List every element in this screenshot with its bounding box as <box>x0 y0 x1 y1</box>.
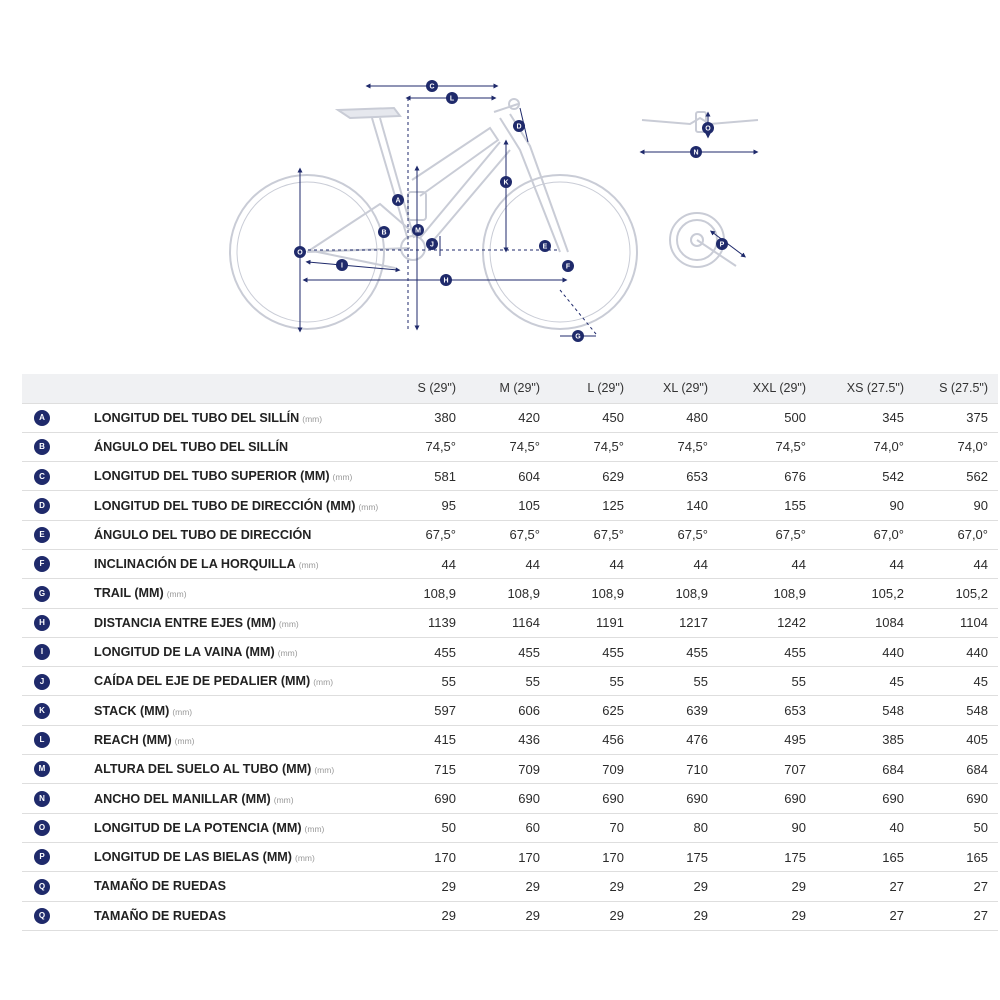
header-size: L (29") <box>587 381 624 396</box>
row-unit: (mm) <box>313 677 334 688</box>
row-value: 44 <box>609 556 624 572</box>
row-label: ANCHO DEL MANILLAR (MM) <box>94 791 271 806</box>
row-label-cell <box>62 608 382 637</box>
row-letter-badge: K <box>34 703 50 719</box>
row-value: 105,2 <box>955 585 988 601</box>
row-badge-cell <box>22 491 62 520</box>
row-value: 170 <box>518 849 540 865</box>
row-value: 710 <box>686 761 708 777</box>
row-value: 455 <box>784 644 806 660</box>
row-value: 581 <box>434 468 456 484</box>
svg-text:E: E <box>542 243 548 251</box>
row-value: 108,9 <box>773 585 806 601</box>
row-badge-cell <box>22 608 62 637</box>
header-empty-badge <box>22 374 62 403</box>
table-row <box>22 667 998 696</box>
svg-text:O: O <box>705 125 711 133</box>
diagram-letter-K <box>500 176 512 188</box>
row-value: 29 <box>609 908 624 924</box>
row-value: 597 <box>434 703 456 719</box>
header-size: XXL (29") <box>752 381 806 396</box>
row-value: 684 <box>882 761 904 777</box>
row-letter-badge: C <box>34 469 50 485</box>
table-row <box>22 432 998 461</box>
svg-text:G: G <box>575 333 581 341</box>
row-letter-badge: P <box>34 849 50 865</box>
row-badge-cell <box>22 842 62 871</box>
diagram-letter-I <box>336 259 348 271</box>
row-value: 440 <box>966 644 988 660</box>
row-badge-cell <box>22 579 62 608</box>
svg-text:A: A <box>395 197 401 205</box>
row-value: 415 <box>434 732 456 748</box>
row-value: 27 <box>973 908 988 924</box>
row-value: 29 <box>525 908 540 924</box>
row-value: 50 <box>973 820 988 836</box>
row-unit: (mm) <box>273 794 294 805</box>
row-value: 29 <box>525 878 540 894</box>
row-unit: (mm) <box>166 589 187 600</box>
row-value: 420 <box>518 410 540 426</box>
row-value: 74,5° <box>775 439 806 455</box>
row-value: 1084 <box>875 615 904 631</box>
row-value: 495 <box>784 732 806 748</box>
row-letter-badge: F <box>34 556 50 572</box>
row-unit: (mm) <box>295 853 315 864</box>
row-value: 476 <box>686 732 708 748</box>
table-row <box>22 549 998 578</box>
row-badge-cell <box>22 696 62 725</box>
row-label-cell <box>62 755 382 784</box>
row-value: 44 <box>693 556 708 572</box>
svg-text:P: P <box>719 241 725 249</box>
row-value: 375 <box>966 410 988 426</box>
table-row <box>22 755 998 784</box>
row-value: 55 <box>441 673 456 689</box>
table-row <box>22 520 998 549</box>
bike-geometry-diagram <box>0 0 1000 370</box>
table-header-row <box>22 374 998 403</box>
row-letter-badge: L <box>34 732 50 748</box>
row-badge-cell <box>22 872 62 901</box>
row-value: 29 <box>441 908 456 924</box>
row-value: 74,0° <box>873 439 904 455</box>
diagram-letter-E <box>539 240 551 252</box>
bike-outline <box>230 99 637 329</box>
row-label: ÁNGULO DEL TUBO DE DIRECCIÓN <box>94 527 312 542</box>
header-size: M (29") <box>499 381 540 396</box>
row-label-cell <box>62 403 382 432</box>
row-value: 500 <box>784 410 806 426</box>
row-value: 29 <box>693 908 708 924</box>
table-row <box>22 608 998 637</box>
row-value: 74,5° <box>425 439 456 455</box>
row-label: LONGITUD DEL TUBO DEL SILLÍN <box>94 410 300 425</box>
row-value: 707 <box>784 761 806 777</box>
row-value: 436 <box>518 732 540 748</box>
row-value: 709 <box>518 761 540 777</box>
row-badge-cell <box>22 901 62 930</box>
row-letter-badge: A <box>34 410 50 426</box>
row-value: 44 <box>973 556 988 572</box>
row-badge-cell <box>22 462 62 491</box>
row-value: 44 <box>441 556 456 572</box>
row-label-cell <box>62 579 382 608</box>
svg-text:H: H <box>443 277 449 285</box>
row-badge-cell <box>22 432 62 461</box>
diagram-letter-C <box>426 80 438 92</box>
row-label-cell <box>62 491 382 520</box>
row-badge-cell <box>22 784 62 813</box>
row-value: 175 <box>784 849 806 865</box>
row-label-cell <box>62 872 382 901</box>
row-badge-cell <box>22 520 62 549</box>
svg-text:B: B <box>381 229 387 237</box>
diagram-letter-O-bike <box>294 246 306 258</box>
svg-text:K: K <box>503 179 509 187</box>
row-value: 44 <box>889 556 904 572</box>
table-row <box>22 462 998 491</box>
row-label: LONGITUD DE LA POTENCIA (MM) <box>94 820 302 835</box>
row-value: 690 <box>784 791 806 806</box>
row-value: 29 <box>609 878 624 894</box>
table-row <box>22 696 998 725</box>
row-value: 105,2 <box>871 585 904 601</box>
row-value: 606 <box>518 703 540 719</box>
row-value: 108,9 <box>507 585 540 601</box>
svg-text:D: D <box>516 123 522 131</box>
row-value: 44 <box>525 556 540 572</box>
row-value: 29 <box>441 878 456 894</box>
table-row <box>22 813 998 842</box>
row-label: TRAIL (MM) <box>94 586 164 601</box>
row-value: 74,0° <box>957 439 988 455</box>
row-badge-cell <box>22 549 62 578</box>
row-value: 629 <box>602 468 624 484</box>
diagram-letter-M <box>412 224 424 236</box>
table-row <box>22 403 998 432</box>
row-label-cell <box>62 667 382 696</box>
row-label: LONGITUD DEL TUBO SUPERIOR (MM) <box>94 469 330 484</box>
row-value: 684 <box>966 761 988 777</box>
row-unit: (mm) <box>314 765 335 776</box>
row-value: 653 <box>784 703 806 719</box>
row-value: 385 <box>882 732 904 748</box>
row-value: 45 <box>973 673 988 689</box>
row-letter-badge: J <box>34 674 50 690</box>
row-value: 67,0° <box>873 527 904 543</box>
diagram-letter-B <box>378 226 390 238</box>
row-value: 625 <box>602 703 624 719</box>
row-value: 455 <box>518 644 540 660</box>
row-value: 690 <box>686 791 708 806</box>
row-value: 170 <box>602 849 624 865</box>
row-badge-cell <box>22 667 62 696</box>
row-value: 455 <box>602 644 624 660</box>
row-value: 90 <box>973 498 988 514</box>
row-value: 67,5° <box>509 527 540 543</box>
diagram-letter-H <box>440 274 452 286</box>
row-badge-cell <box>22 403 62 432</box>
row-letter-badge: D <box>34 498 50 514</box>
row-label-cell <box>62 520 382 549</box>
row-label-cell <box>62 696 382 725</box>
row-value: 480 <box>686 410 708 426</box>
row-value: 690 <box>602 791 624 806</box>
row-label: ÁNGULO DEL TUBO DEL SILLÍN <box>94 439 289 454</box>
row-value: 440 <box>882 644 904 660</box>
table-row <box>22 901 998 930</box>
row-value: 29 <box>693 878 708 894</box>
row-value: 29 <box>791 908 806 924</box>
row-value: 653 <box>686 468 708 484</box>
row-value: 70 <box>609 820 624 836</box>
diagram-letter-J <box>426 238 438 250</box>
row-unit: (mm) <box>298 560 319 571</box>
diagram-letter-G <box>572 330 584 342</box>
row-letter-badge: G <box>34 586 50 602</box>
row-value: 90 <box>889 498 904 514</box>
row-value: 455 <box>434 644 456 660</box>
row-letter-badge: H <box>34 615 50 631</box>
row-value: 1139 <box>428 615 456 631</box>
row-value: 108,9 <box>591 585 624 601</box>
row-value: 690 <box>966 791 988 806</box>
table-row <box>22 842 998 871</box>
table-row <box>22 725 998 754</box>
table-row <box>22 872 998 901</box>
svg-text:I: I <box>341 262 343 270</box>
row-value: 548 <box>882 703 904 719</box>
row-letter-badge: E <box>34 527 50 543</box>
table-row <box>22 491 998 520</box>
diagram-letter-N <box>690 146 702 158</box>
diagram-letter-L <box>446 92 458 104</box>
row-value: 456 <box>602 732 624 748</box>
row-label: LONGITUD DE LAS BIELAS (MM) <box>94 850 292 865</box>
row-value: 80 <box>693 820 708 836</box>
row-unit: (mm) <box>332 472 353 483</box>
header-size: XL (29") <box>663 381 708 396</box>
diagram-letter-P <box>716 238 728 250</box>
row-value: 1104 <box>960 615 988 631</box>
row-value: 40 <box>889 820 904 836</box>
row-label: TAMAÑO DE RUEDAS <box>94 908 227 923</box>
row-value: 455 <box>686 644 708 660</box>
diagram-letter-A <box>392 194 404 206</box>
row-value: 639 <box>686 703 708 719</box>
row-badge-cell <box>22 755 62 784</box>
row-value: 155 <box>784 498 806 514</box>
row-value: 108,9 <box>675 585 708 601</box>
row-unit: (mm) <box>304 823 325 834</box>
row-label-cell <box>62 725 382 754</box>
row-value: 67,0° <box>957 527 988 543</box>
row-unit: (mm) <box>277 648 298 659</box>
row-value: 50 <box>441 820 456 836</box>
row-label-cell <box>62 813 382 842</box>
geometry-table <box>22 374 998 931</box>
row-value: 67,5° <box>593 527 624 543</box>
table-body <box>22 403 998 930</box>
row-letter-badge: Q <box>34 908 50 924</box>
row-unit: (mm) <box>358 501 379 512</box>
row-value: 405 <box>966 732 988 748</box>
row-value: 27 <box>889 878 904 894</box>
row-label: DISTANCIA ENTRE EJES (MM) <box>94 615 276 630</box>
row-label: LONGITUD DEL TUBO DE DIRECCIÓN (MM) <box>94 498 356 513</box>
row-label: ALTURA DEL SUELO AL TUBO (MM) <box>94 762 312 777</box>
row-value: 140 <box>686 498 708 514</box>
header-size: S (29") <box>417 381 456 396</box>
row-value: 175 <box>686 849 708 865</box>
diagram-letter-O-stem <box>702 122 714 134</box>
row-label: CAÍDA DEL EJE DE PEDALIER (MM) <box>94 674 311 689</box>
svg-text:L: L <box>449 95 455 103</box>
row-value: 90 <box>791 820 806 836</box>
row-letter-badge: M <box>34 761 50 777</box>
row-label-cell <box>62 637 382 666</box>
row-value: 345 <box>882 410 904 426</box>
row-value: 165 <box>882 849 904 865</box>
row-value: 60 <box>525 820 540 836</box>
row-value: 105 <box>518 498 540 514</box>
table-row <box>22 637 998 666</box>
svg-text:O: O <box>297 249 303 257</box>
row-value: 27 <box>973 878 988 894</box>
row-label-cell <box>62 462 382 491</box>
row-label: REACH (MM) <box>94 732 172 747</box>
diagram-letter-F <box>562 260 574 272</box>
row-value: 165 <box>966 849 988 865</box>
row-value: 55 <box>693 673 708 689</box>
header-empty-label <box>62 374 382 403</box>
row-value: 690 <box>882 791 904 806</box>
diagram-letter-D <box>513 120 525 132</box>
row-value: 450 <box>602 410 624 426</box>
row-value: 562 <box>966 468 988 484</box>
row-label: STACK (MM) <box>94 703 170 718</box>
row-label: INCLINACIÓN DE LA HORQUILLA <box>94 557 296 572</box>
row-label-cell <box>62 784 382 813</box>
row-value: 74,5° <box>593 439 624 455</box>
row-value: 44 <box>791 556 806 572</box>
row-value: 690 <box>518 791 540 806</box>
header-size: XS (27.5") <box>846 381 904 396</box>
row-value: 74,5° <box>677 439 708 455</box>
row-value: 45 <box>889 673 904 689</box>
row-letter-badge: N <box>34 791 50 807</box>
row-value: 95 <box>441 498 456 514</box>
table-row <box>22 784 998 813</box>
row-value: 690 <box>434 791 456 806</box>
row-value: 548 <box>966 703 988 719</box>
row-badge-cell <box>22 813 62 842</box>
row-letter-badge: Q <box>34 879 50 895</box>
row-badge-cell <box>22 725 62 754</box>
row-label: TAMAÑO DE RUEDAS <box>94 879 227 894</box>
row-value: 542 <box>882 468 904 484</box>
row-value: 676 <box>784 468 806 484</box>
row-value: 74,5° <box>509 439 540 455</box>
row-letter-badge: B <box>34 439 50 455</box>
row-value: 67,5° <box>425 527 456 543</box>
svg-text:N: N <box>693 149 699 157</box>
svg-text:J: J <box>430 241 434 249</box>
row-value: 55 <box>609 673 624 689</box>
svg-text:M: M <box>415 227 421 235</box>
row-value: 1164 <box>512 615 540 631</box>
row-value: 170 <box>434 849 456 865</box>
row-unit: (mm) <box>302 413 323 424</box>
svg-text:C: C <box>429 83 435 91</box>
row-unit: (mm) <box>172 706 193 717</box>
row-value: 715 <box>434 761 456 777</box>
row-unit: (mm) <box>278 618 299 629</box>
row-badge-cell <box>22 637 62 666</box>
row-value: 125 <box>602 498 624 514</box>
row-label-cell <box>62 842 382 871</box>
row-value: 1191 <box>596 615 624 631</box>
row-value: 709 <box>602 761 624 777</box>
row-value: 27 <box>889 908 904 924</box>
row-label-cell <box>62 901 382 930</box>
row-value: 1242 <box>777 615 806 631</box>
table-row <box>22 579 998 608</box>
row-value: 67,5° <box>677 527 708 543</box>
header-size: S (27.5") <box>939 381 988 396</box>
row-letter-badge: I <box>34 644 50 660</box>
row-value: 55 <box>791 673 806 689</box>
row-value: 55 <box>525 673 540 689</box>
row-label-cell <box>62 432 382 461</box>
row-value: 67,5° <box>775 527 806 543</box>
handlebar-detail <box>642 112 758 132</box>
row-letter-badge: O <box>34 820 50 836</box>
row-label: LONGITUD DE LA VAINA (MM) <box>94 645 275 660</box>
row-value: 108,9 <box>423 585 456 601</box>
row-unit: (mm) <box>174 735 195 746</box>
svg-text:F: F <box>565 263 571 271</box>
row-value: 380 <box>434 410 456 426</box>
row-value: 604 <box>518 468 540 484</box>
row-label-cell <box>62 549 382 578</box>
row-value: 29 <box>791 878 806 894</box>
row-value: 1217 <box>679 615 708 631</box>
